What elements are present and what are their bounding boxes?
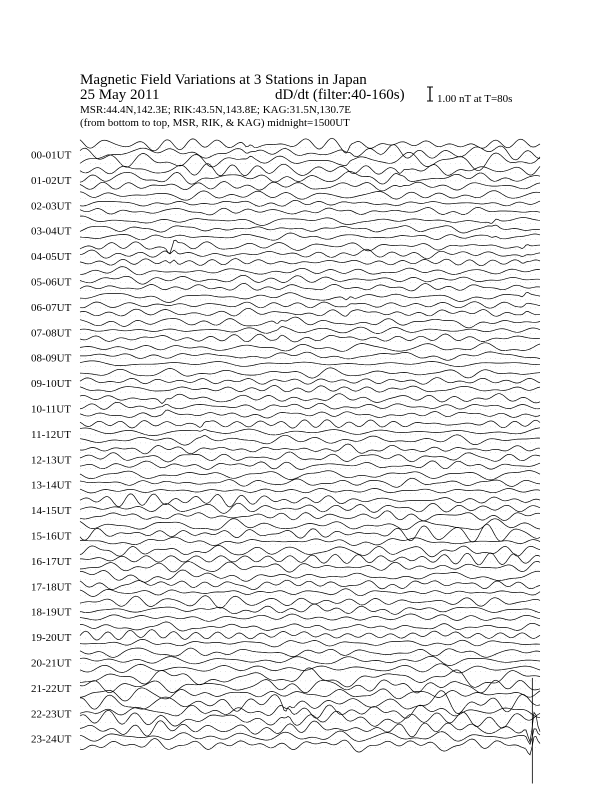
trace-rik (80, 378, 540, 385)
hour-label: 09-10UT (31, 378, 72, 391)
trace-kag (80, 267, 540, 275)
trace-kag (80, 216, 540, 225)
station-order-note: (from bottom to top, MSR, RIK, & KAG) midnight=1500UT (80, 117, 350, 129)
hour-label: 11-12UT (31, 428, 71, 441)
hour-label: 12-13UT (31, 454, 72, 467)
trace-msr (80, 233, 540, 240)
trace-rik (80, 503, 540, 513)
hour-label: 18-19UT (31, 606, 72, 619)
trace-kag (80, 471, 540, 480)
hour-label: 06-07UT (31, 301, 72, 314)
scale-bar-label: 1.00 nT at T=80s (437, 93, 513, 105)
trace-kag (80, 368, 540, 378)
trace-msr (80, 361, 540, 367)
trace-rik (80, 656, 540, 665)
trace-kag (80, 293, 540, 303)
hour-label: 03-04UT (31, 225, 72, 238)
trace-kag (80, 394, 540, 404)
hour-label: 21-22UT (31, 682, 72, 695)
hour-label: 08-09UT (31, 352, 72, 365)
trace-rik (80, 249, 540, 259)
station-coordinates: MSR:44.4N,142.3E; RIK:43.5N,143.8E; KAG:31.5N,130.7E (80, 104, 352, 116)
date-label: 25 May 2011 (80, 87, 160, 103)
trace-rik (80, 171, 540, 184)
chart-title: Magnetic Field Variations at 3 Stations in Japan (80, 72, 367, 88)
hour-label: 00-01UT (31, 149, 72, 162)
trace-rik (80, 200, 540, 206)
trace-kag (80, 191, 540, 201)
trace-rik (80, 352, 540, 360)
hour-label: 01-02UT (31, 174, 72, 187)
trace-rik (80, 402, 540, 410)
trace-msr (80, 283, 540, 291)
trace-msr (80, 488, 540, 493)
trace-msr (80, 334, 540, 342)
trace-rik (80, 428, 540, 436)
trace-msr (80, 639, 540, 647)
hour-label: 02-03UT (31, 200, 72, 213)
trace-msr (80, 259, 540, 266)
trace-kag (80, 519, 540, 530)
trace-kag (80, 622, 540, 631)
hour-label: 07-08UT (31, 327, 72, 340)
trace-kag (80, 317, 540, 328)
trace-msr (80, 614, 540, 621)
trace-rik (80, 275, 540, 284)
trace-rik (80, 302, 540, 309)
hour-label: 22-23UT (31, 708, 72, 721)
hour-label: 16-17UT (31, 555, 72, 568)
hour-label: 14-15UT (31, 505, 72, 518)
trace-kag (80, 138, 540, 153)
trace-msr (80, 207, 540, 215)
hour-label: 23-24UT (31, 733, 72, 746)
trace-rik (80, 630, 540, 640)
trace-msr (80, 737, 540, 755)
trace-kag (80, 240, 540, 253)
trace-kag (80, 648, 540, 657)
trace-rik (80, 478, 540, 487)
trace-msr (80, 435, 540, 445)
trace-rik (80, 580, 540, 589)
hour-label: 04-05UT (31, 251, 72, 264)
hour-label: 17-18UT (31, 581, 72, 594)
hour-label: 15-16UT (31, 530, 72, 543)
trace-kag (80, 545, 540, 557)
trace-msr (80, 385, 540, 392)
trace-msr (80, 182, 540, 192)
trace-msr (80, 410, 540, 418)
hour-label: 20-21UT (31, 657, 72, 670)
trace-kag (80, 668, 540, 687)
trace-msr (80, 152, 540, 170)
trace-kag (80, 570, 540, 582)
hour-label: 13-14UT (31, 479, 72, 492)
quantity-label: dD/dt (filter:40-160s) (275, 87, 405, 103)
hour-label: 10-11UT (31, 403, 71, 416)
hour-label: 19-20UT (31, 632, 72, 645)
trace-msr (80, 561, 540, 572)
hour-label: 05-06UT (31, 276, 72, 289)
trace-msr (80, 308, 540, 316)
trace-rik (80, 145, 540, 160)
trace-rik (80, 452, 540, 462)
trace-kag (80, 343, 540, 352)
